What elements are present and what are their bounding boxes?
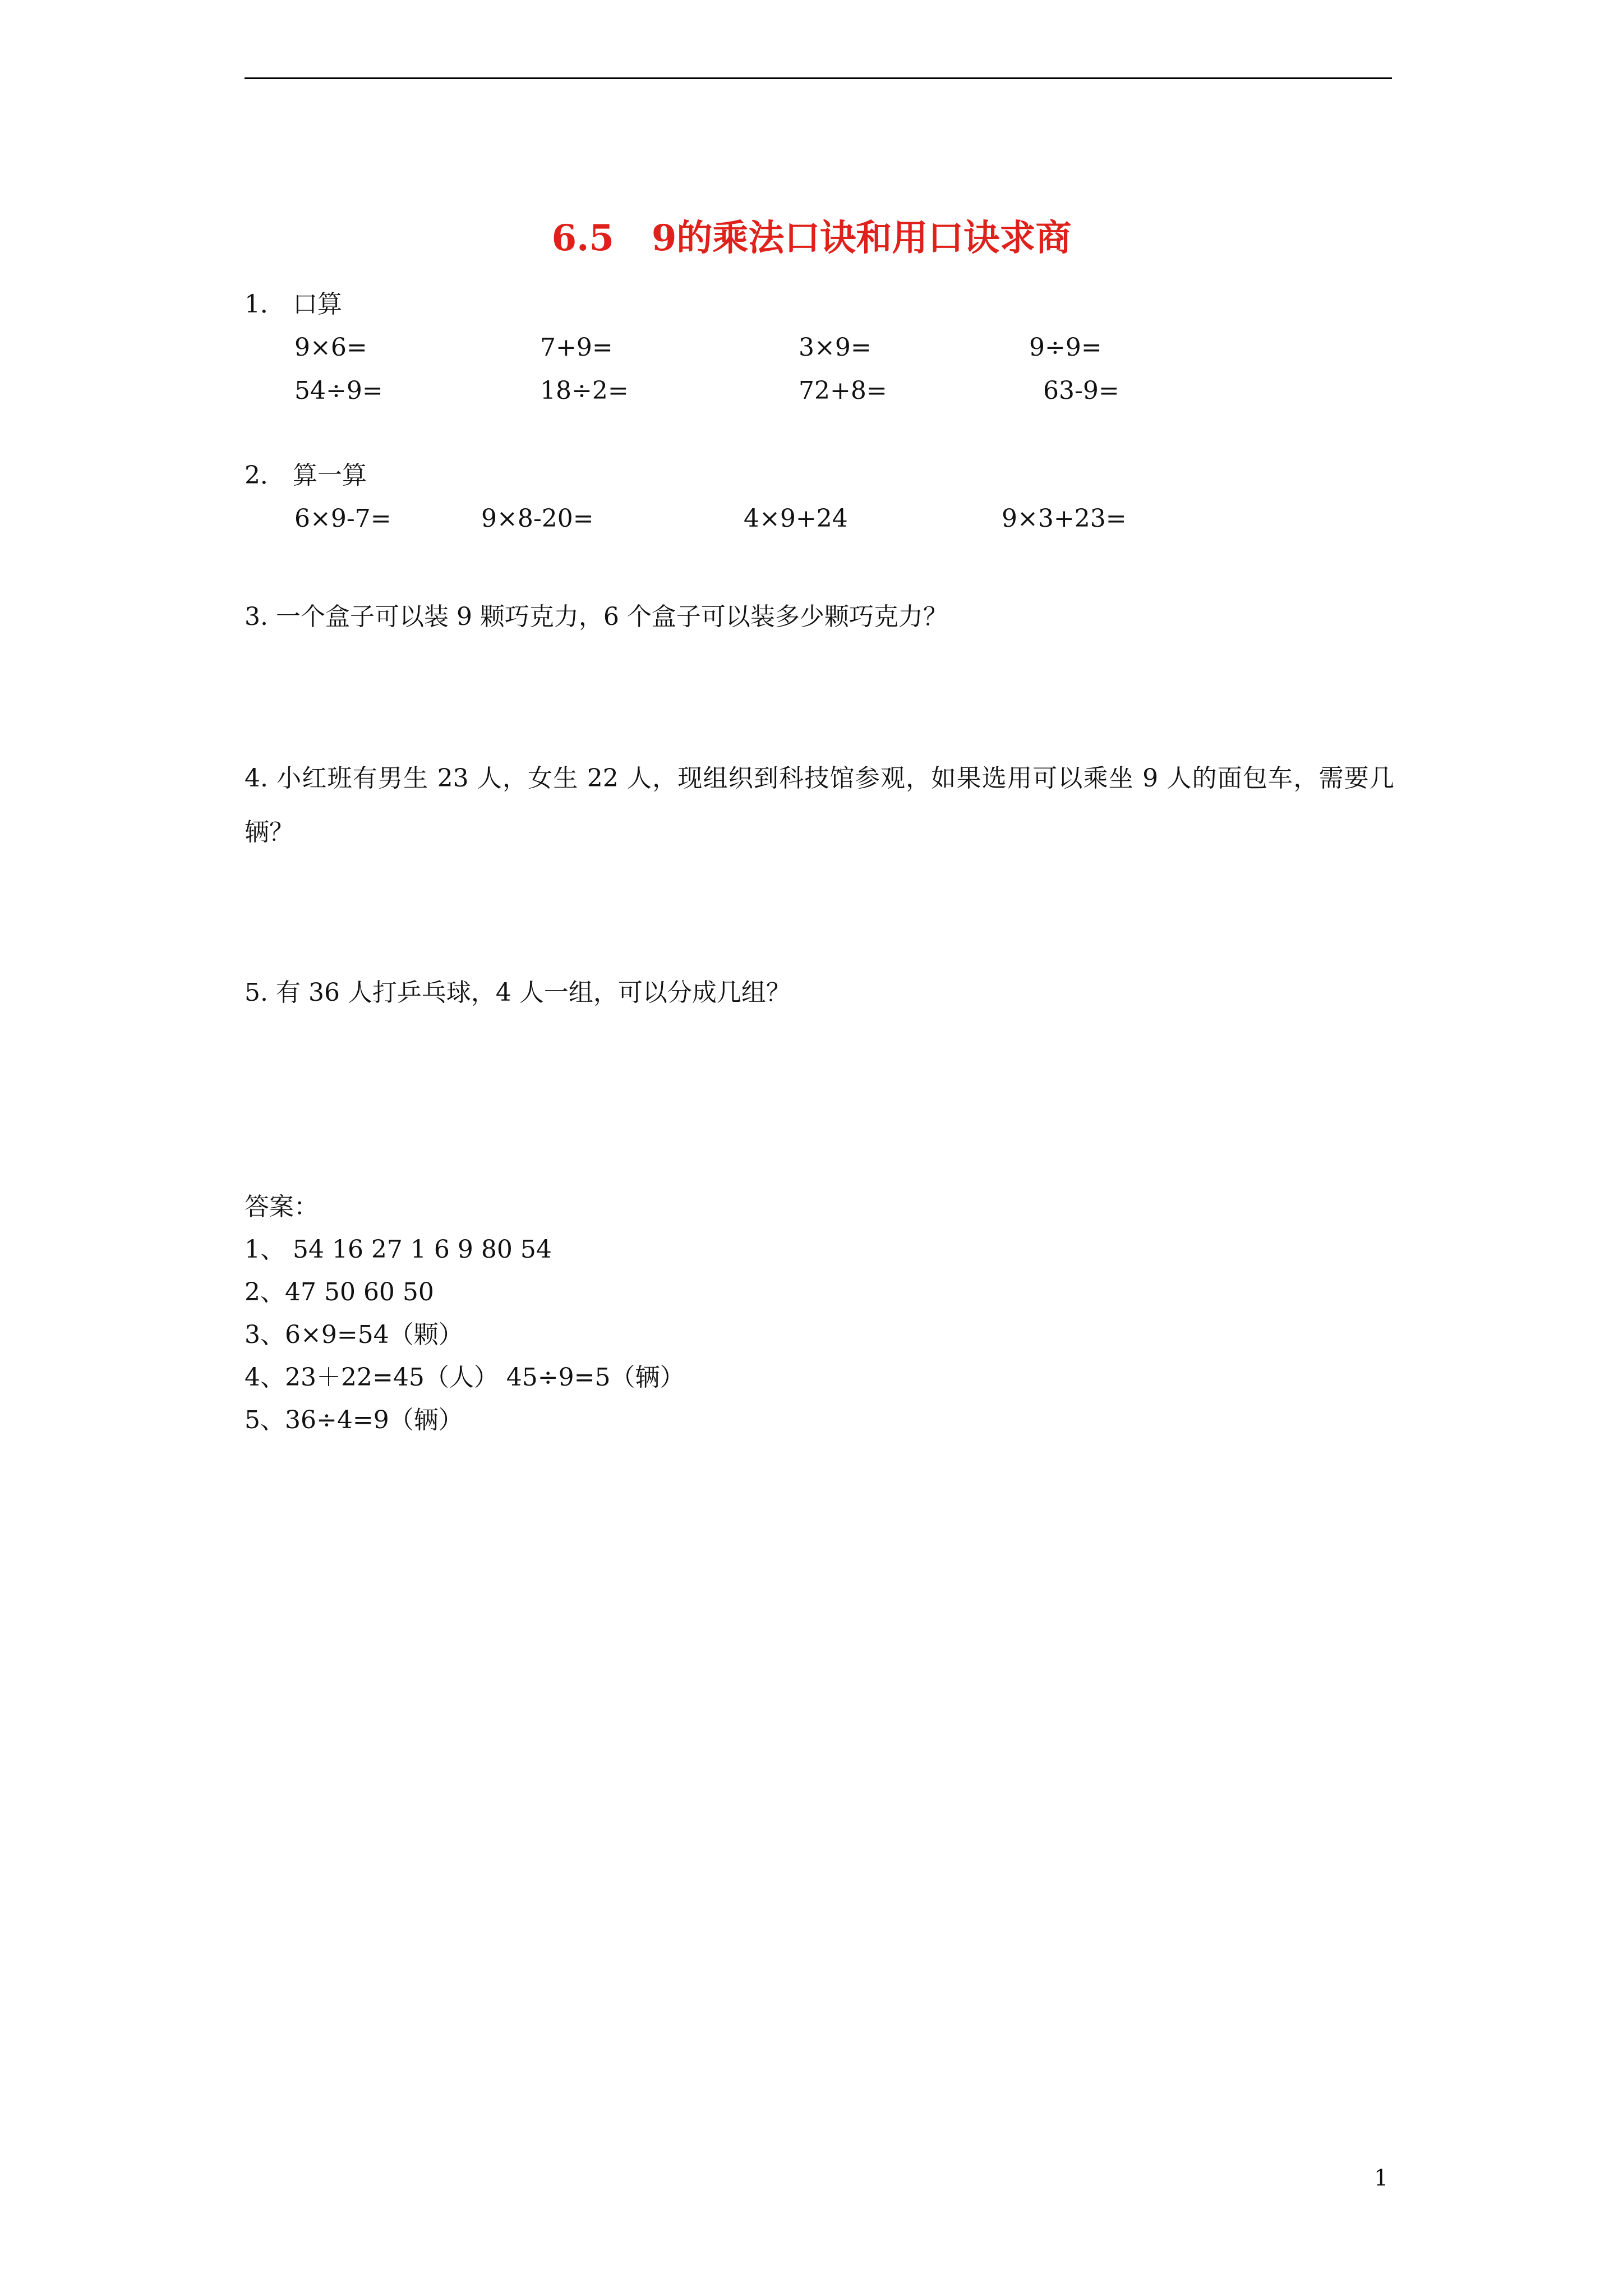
- q2-item: 9×8-20=: [481, 504, 594, 533]
- q1-row2-item: 72+8=: [799, 376, 887, 405]
- page-number: 1: [1374, 2165, 1389, 2191]
- q2-heading: 2． 算一算: [245, 461, 367, 490]
- q1-row2-item: 18÷2=: [540, 376, 629, 405]
- q2-item: 9×3+23=: [1002, 504, 1127, 533]
- answer-line: 2、47 50 60 50: [245, 1278, 434, 1306]
- header-rule: [245, 77, 1392, 79]
- q2-item: 4×9+24: [744, 504, 848, 533]
- q1-row2-item: 54÷9=: [294, 376, 383, 405]
- q1-heading: 1． 口算: [245, 290, 342, 319]
- answer-line: 4、23＋22=45（人） 45÷9=5（辆）: [245, 1363, 685, 1392]
- page-title: 6.5 9的乘法口诀和用口诀求商: [551, 217, 1072, 259]
- q1-row1-item: 3×9=: [799, 333, 872, 362]
- q4-text: 4. 小红班有男生 23 人，女生 22 人，现组织到科技馆参观，如果选用可以乘坐 9 人的面包车，需要几辆？: [245, 764, 1394, 846]
- q5-text: 5. 有 36 人打乒乓球，4 人一组，可以分成几组？: [245, 978, 791, 1007]
- q1-row1-item: 9×6=: [294, 333, 367, 362]
- answer-line: 5、36÷4=9（辆）: [245, 1406, 463, 1434]
- answer-line: 1、 54 16 27 1 6 9 80 54: [245, 1235, 552, 1264]
- q2-item: 6×9-7=: [294, 504, 391, 533]
- q3-text: 3. 一个盒子可以装 9 颗巧克力，6 个盒子可以装多少颗巧克力？: [245, 602, 948, 631]
- answer-line: 3、6×9=54（颗）: [245, 1320, 463, 1349]
- q1-row1-item: 9÷9=: [1029, 333, 1102, 362]
- q1-row1-item: 7+9=: [540, 333, 613, 362]
- answers-heading: 答案：: [245, 1193, 319, 1221]
- q1-row2-item: 63-9=: [1043, 376, 1119, 405]
